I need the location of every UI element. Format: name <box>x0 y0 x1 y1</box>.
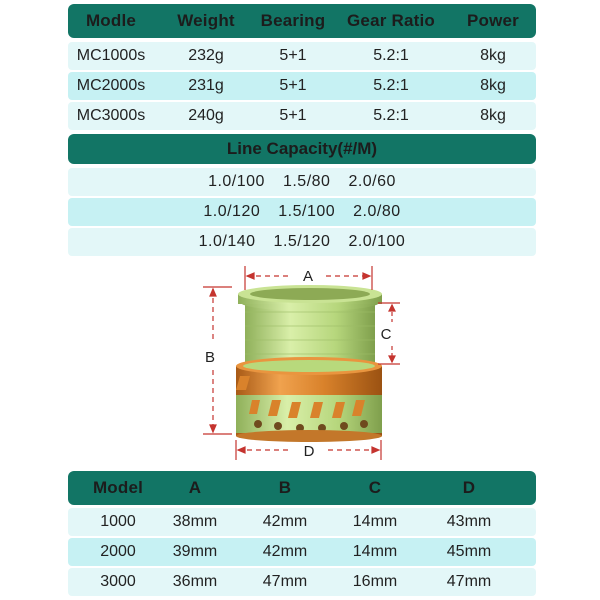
dimension-table-header <box>68 471 536 505</box>
spec-power: 8kg <box>480 47 506 64</box>
spec-gear-ratio: 5.2:1 <box>373 77 409 94</box>
spec-table-header <box>68 4 536 38</box>
dim-b: 42mm <box>262 543 308 560</box>
dim-a: 39mm <box>172 543 218 560</box>
dim-c: 16mm <box>352 573 398 590</box>
dimension-label-a: A <box>302 268 314 285</box>
header-model: Modle <box>85 11 137 30</box>
dimension-row <box>68 508 536 536</box>
capacity-value: 2.0/100 <box>348 233 406 250</box>
spec-weight: 232g <box>188 47 224 64</box>
dim-c: 14mm <box>352 513 398 530</box>
capacity-row <box>68 198 536 226</box>
dim-d: 43mm <box>446 513 492 530</box>
dim-header-b: B <box>278 478 292 497</box>
dimension-row <box>68 568 536 596</box>
spool-illustration <box>236 285 382 442</box>
capacity-value: 2.0/80 <box>353 203 401 220</box>
capacity-value: 1.5/100 <box>278 203 336 220</box>
dimension-a <box>245 266 372 290</box>
capacity-value: 1.5/80 <box>282 173 331 190</box>
dim-a: 38mm <box>172 513 218 530</box>
spec-weight: 240g <box>188 107 224 124</box>
spec-model: MC3000s <box>76 107 146 124</box>
capacity-title: Line Capacity(#/M) <box>226 139 378 158</box>
capacity-row <box>68 228 536 256</box>
capacity-value: 1.5/120 <box>273 233 331 250</box>
dim-header-d: D <box>462 478 476 497</box>
dimension-b <box>203 287 232 434</box>
dimension-label-d: D <box>303 443 315 460</box>
dim-a: 36mm <box>172 573 218 590</box>
spec-gear-ratio: 5.2:1 <box>373 107 409 124</box>
spec-bearing: 5+1 <box>279 107 307 124</box>
spec-row <box>68 72 536 100</box>
dim-header-model: Model <box>92 478 144 497</box>
spec-power: 8kg <box>480 107 506 124</box>
capacity-value: 1.0/140 <box>198 233 256 250</box>
spec-model: MC2000s <box>76 77 146 94</box>
dimension-row <box>68 538 536 566</box>
dimension-d <box>236 440 381 460</box>
dimension-label-b: B <box>204 349 216 366</box>
capacity-value: 1.0/100 <box>208 173 265 190</box>
dim-d: 47mm <box>446 573 492 590</box>
dim-header-a: A <box>188 478 202 497</box>
capacity-row <box>68 168 536 196</box>
spec-power: 8kg <box>480 77 506 94</box>
spec-weight: 231g <box>188 77 224 94</box>
dim-model: 3000 <box>100 573 136 590</box>
capacity-header <box>68 134 536 164</box>
dim-b: 42mm <box>262 513 308 530</box>
dim-b: 47mm <box>262 573 308 590</box>
dim-model: 1000 <box>100 513 136 530</box>
spec-gear-ratio: 5.2:1 <box>373 47 409 64</box>
dim-header-c: C <box>368 478 382 497</box>
spec-bearing: 5+1 <box>279 77 307 94</box>
spec-bearing: 5+1 <box>279 47 307 64</box>
header-weight: Weight <box>177 11 235 30</box>
capacity-value: 1.0/120 <box>203 203 261 220</box>
header-power: Power <box>466 11 520 30</box>
header-gear-ratio: Gear Ratio <box>347 11 435 30</box>
dim-c: 14mm <box>352 543 398 560</box>
spec-row <box>68 42 536 70</box>
dimension-label-c: C <box>380 326 392 343</box>
header-bearing: Bearing <box>260 11 326 30</box>
spec-model: MC1000s <box>76 47 146 64</box>
dim-d: 45mm <box>446 543 492 560</box>
dimension-c <box>378 303 400 364</box>
dim-model: 2000 <box>100 543 136 560</box>
capacity-value: 2.0/60 <box>348 173 396 190</box>
spec-row <box>68 102 536 130</box>
